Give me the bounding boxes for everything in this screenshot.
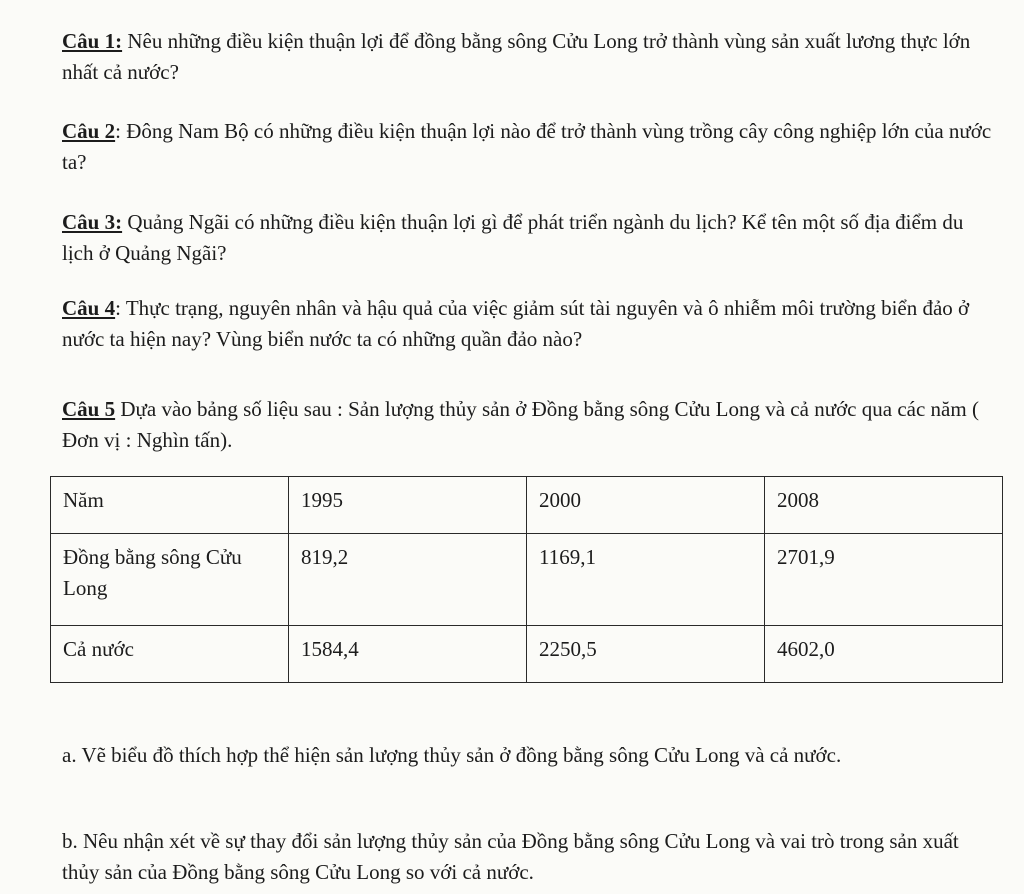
question-2-text: : Đông Nam Bộ có những điều kiện thuận lợi nào để trở thành vùng trồng cây công nghiệp lớn của nước ta? (62, 119, 992, 174)
table-cell: 2701,9 (765, 534, 1003, 626)
table-cell: 1584,4 (289, 626, 527, 683)
table-cell: 2250,5 (527, 626, 765, 683)
table-header-cell: 1995 (289, 477, 527, 534)
question-4 (62, 293, 992, 355)
question-2 (62, 116, 992, 178)
table-row-label: Cả nước (51, 626, 289, 683)
question-3 (62, 207, 992, 269)
table-row (51, 626, 1003, 683)
table-cell: 819,2 (289, 534, 527, 626)
question-5-label: Câu 5 (62, 397, 116, 421)
question-5-part-b: b. Nêu nhận xét về sự thay đổi sản lượng thủy sản của Đồng bằng sông Cửu Long và vai trò trong sản xuất thủy sản của Đồng bằng sông Cửu Long so với cả nước. (62, 829, 959, 884)
question-4-text: : Thực trạng, nguyên nhân và hậu quả của việc giảm sút tài nguyên và ô nhiễm môi trường biển đảo ở nước ta hiện nay? Vùng biển nước ta có những quần đảo nào? (62, 296, 970, 351)
question-2-label: Câu 2 (62, 119, 116, 143)
fishery-output-table (50, 476, 1003, 683)
question-1-text: Nêu những điều kiện thuận lợi để đồng bằng sông Cửu Long trở thành vùng sản xuất lương thực lớn nhất cả nước? (62, 29, 971, 84)
question-5 (62, 394, 992, 456)
question-3-label: Câu 3: (62, 210, 123, 234)
question-5-text: Dựa vào bảng số liệu sau : Sản lượng thủy sản ở Đồng bằng sông Cửu Long và cả nước qua các năm ( Đơn vị : Nghìn tấn). (62, 397, 979, 452)
question-3-text: Quảng Ngãi có những điều kiện thuận lợi gì để phát triển ngành du lịch? Kể tên một số địa điểm du lịch ở Quảng Ngãi? (62, 210, 964, 265)
table-row-label: Đồng bằng sông Cửu Long (51, 534, 289, 626)
question-1 (62, 26, 992, 88)
table-cell: 1169,1 (527, 534, 765, 626)
question-4-label: Câu 4 (62, 296, 116, 320)
question-1-label: Câu 1: (62, 29, 123, 53)
table-row (51, 534, 1003, 626)
table-header-cell: 2008 (765, 477, 1003, 534)
table-header-cell: Năm (51, 477, 289, 534)
question-5-part-a: a. Vẽ biểu đồ thích hợp thể hiện sản lượng thủy sản ở đồng bằng sông Cửu Long và cả nước. (62, 743, 842, 767)
table-header-row (51, 477, 1003, 534)
table-cell: 4602,0 (765, 626, 1003, 683)
table-header-cell: 2000 (527, 477, 765, 534)
